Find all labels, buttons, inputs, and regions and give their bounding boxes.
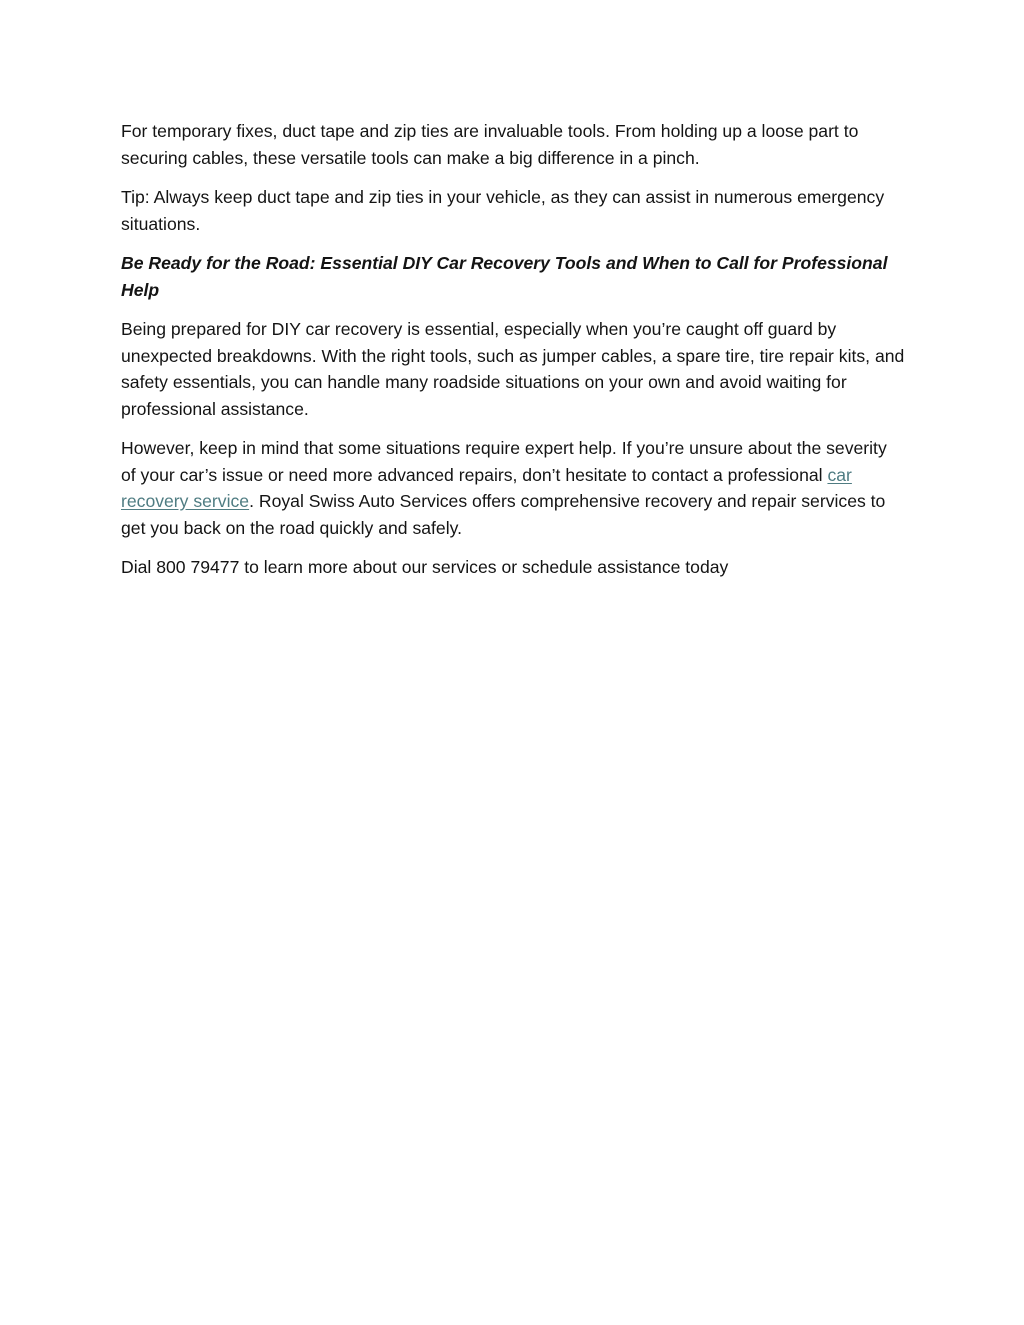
- paragraph-tip: Tip: Always keep duct tape and zip ties in your vehicle, as they can assist in numerous emergency situations.: [121, 187, 885, 234]
- section-heading: Be Ready for the Road: Essential DIY Car Recovery Tools and When to Call for Professional Help: [121, 253, 888, 300]
- paragraph-expert-help: [121, 435, 906, 541]
- paragraph-temporary-fixes: For temporary fixes, duct tape and zip ties are invaluable tools. From holding up a loose part to securing cables, these versatile tools can make a big difference in a pinch.: [121, 121, 859, 168]
- paragraph-dial: Dial 800 79477 to learn more about our services or schedule assistance today: [121, 557, 729, 577]
- paragraph-expert-help-text-before: However, keep in mind that some situations require expert help. If you’re unsure about the severity of your car’s issue or need more advanced repairs, don’t hesitate to contact a professional: [121, 438, 887, 485]
- paragraph-expert-help-text-after: . Royal Swiss Auto Services offers comprehensive recovery and repair services to get you back on the road quickly and safely.: [121, 491, 886, 538]
- paragraph-being-prepared: Being prepared for DIY car recovery is essential, especially when you’re caught off guard by unexpected breakdowns. With the right tools, such as jumper cables, a spare tire, tire repair kits, and safety essentials, you can handle many roadside situations on your own and avoid waiting for professional assistance.: [121, 319, 905, 419]
- car-recovery-service-link[interactable]: car recovery service: [121, 464, 852, 511]
- document-page: [121, 118, 906, 594]
